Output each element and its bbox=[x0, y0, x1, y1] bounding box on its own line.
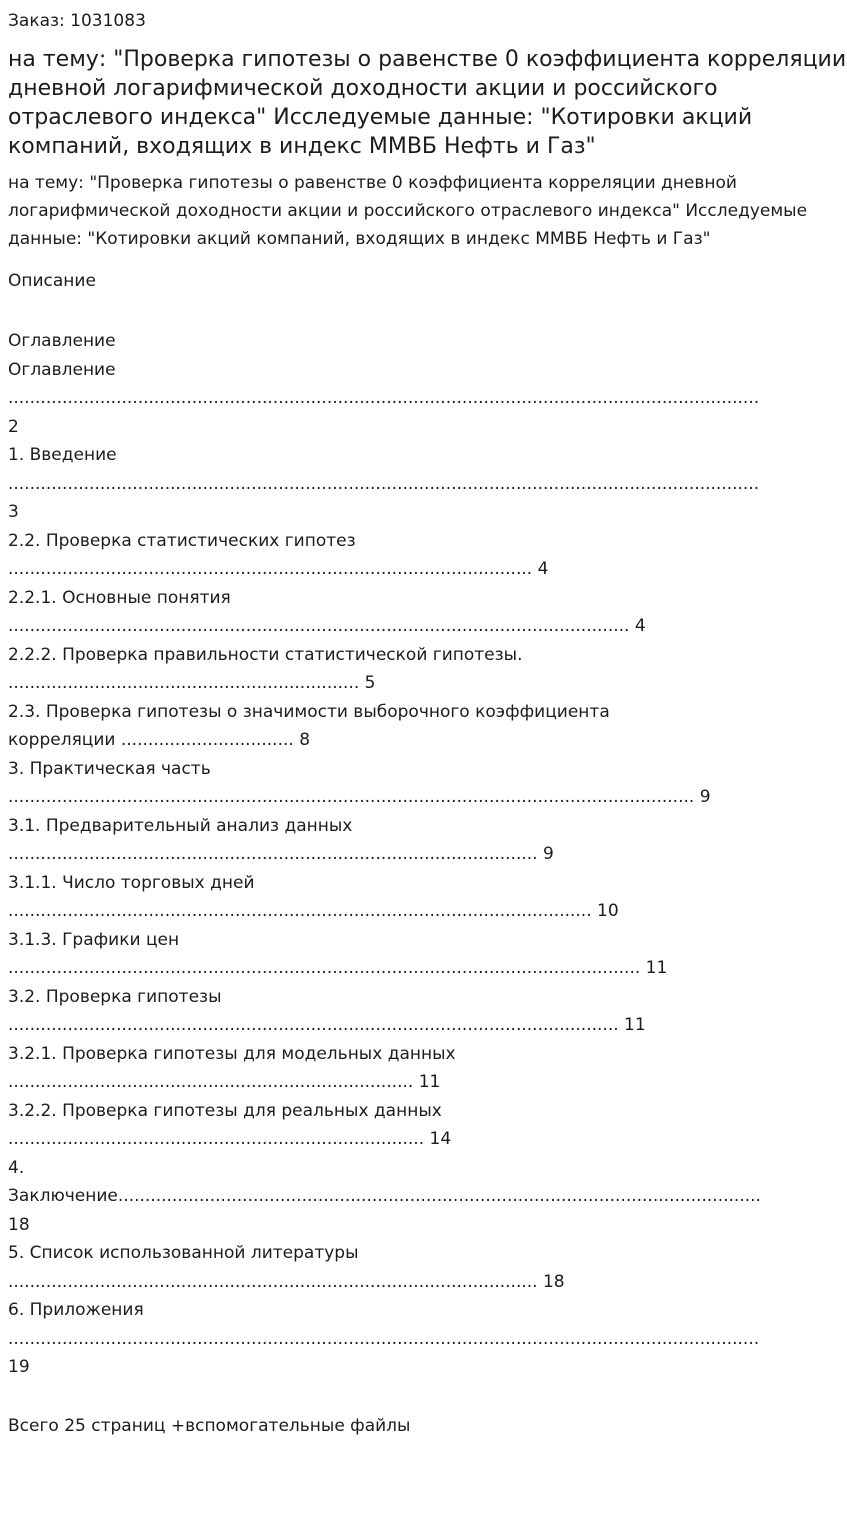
toc-line: 3.2.2. Проверка гипотезы для реальных данных bbox=[8, 1100, 442, 1121]
toc-line: ................................................................................................................... 4 bbox=[8, 616, 646, 636]
toc-line: 3.2.1. Проверка гипотезы для модельных данных bbox=[8, 1043, 456, 1064]
toc-line: ........................................................................................................................................... bbox=[8, 388, 760, 408]
toc-line: ............................................................................................................ 10 bbox=[8, 901, 619, 921]
table-of-contents bbox=[8, 327, 847, 1382]
toc-line: ........................................................................................................................................... bbox=[8, 1328, 760, 1349]
toc-line: 3 bbox=[8, 502, 19, 522]
toc-line: ............................................................................................................................... 9 bbox=[8, 787, 711, 807]
order-number: Заказ: 1031083 bbox=[8, 11, 146, 31]
toc-line: 2.2.2. Проверка правильности статистической гипотезы. bbox=[8, 644, 523, 665]
toc-line: 3.1. Предварительный анализ данных bbox=[8, 815, 353, 836]
toc-line: ..................................................................................................................... 11 bbox=[8, 958, 668, 978]
toc-line: 4. bbox=[8, 1157, 25, 1178]
toc-heading: Оглавление bbox=[8, 331, 116, 351]
toc-line: 3.1.3. Графики цен bbox=[8, 929, 180, 950]
toc-line: 2.2.1. Основные понятия bbox=[8, 587, 231, 608]
toc-line: 3.2. Проверка гипотезы bbox=[8, 986, 222, 1007]
toc-line: 2.2. Проверка статистических гипотез bbox=[8, 530, 356, 551]
toc-line: 18 bbox=[8, 1214, 30, 1235]
toc-line: 3.1.1. Число торговых дней bbox=[8, 872, 255, 893]
toc-line: Оглавление bbox=[8, 359, 116, 380]
toc-line: ................................................................................................. 4 bbox=[8, 559, 549, 579]
toc-line: .................................................................................................. 9 bbox=[8, 844, 554, 864]
toc-line: ................................................................. 5 bbox=[8, 673, 376, 693]
toc-line: ............................................................................. 14 bbox=[8, 1129, 452, 1149]
toc-line: 19 bbox=[8, 1357, 30, 1377]
toc-line: 3. Практическая часть bbox=[8, 758, 211, 779]
toc-line: корреляции ................................ 8 bbox=[8, 730, 311, 750]
toc-line: 6. Приложения bbox=[8, 1300, 144, 1320]
toc-line: 1. Введение bbox=[8, 445, 117, 465]
toc-line: ........................................................................... 11 bbox=[8, 1072, 441, 1092]
toc-line: 5. Список использованной литературы bbox=[8, 1243, 359, 1263]
toc-line: 2 bbox=[8, 416, 19, 437]
description-heading: Описание bbox=[8, 271, 96, 291]
total-pages-note: Всего 25 страниц +вспомогательные файлы bbox=[8, 1415, 411, 1436]
page-title: на тему: "Проверка гипотезы о равенстве 0 коэффициента корреляции дневной логарифмической доходности акции и российского отраслевого индекса" Исследуемые данные: "Котировки акций компаний, входящих в индекс ММВБ Нефть и Газ" bbox=[8, 47, 847, 159]
toc-line: .................................................................................................. 18 bbox=[8, 1271, 565, 1292]
subject-text: на тему: "Проверка гипотезы о равенстве 0 коэффициента корреляции дневной логарифмической доходности акции и российского отраслевого индекса" Исследуемые данные: "Котировки акций компаний, входящих в индекс ММВБ Нефть и Газ" bbox=[8, 173, 808, 249]
toc-line: ................................................................................................................. 11 bbox=[8, 1015, 646, 1035]
toc-line: 2.3. Проверка гипотезы о значимости выборочного коэффициента bbox=[8, 701, 610, 722]
toc-line: Заключение....................................................................................................................... bbox=[8, 1186, 761, 1206]
toc-line: ........................................................................................................................................... bbox=[8, 473, 760, 494]
